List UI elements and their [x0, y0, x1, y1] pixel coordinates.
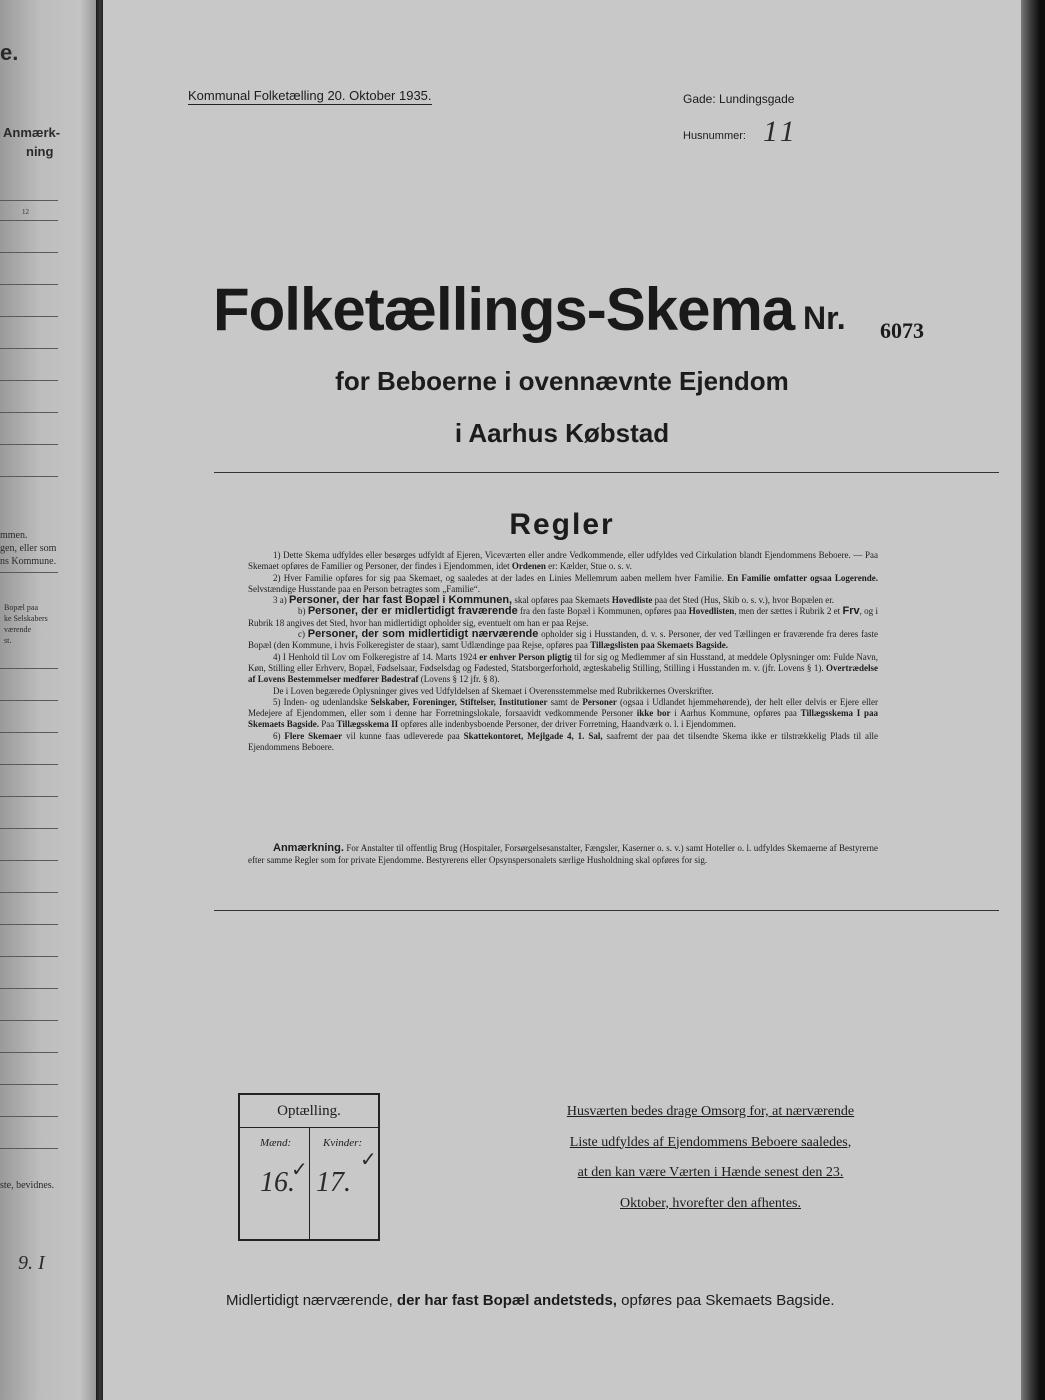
form-subtitle: for Beboerne i ovennævnte Ejendom	[335, 366, 789, 396]
previous-page-rule	[0, 220, 58, 221]
maend-count: 16.	[260, 1167, 295, 1198]
previous-page-rule	[0, 732, 58, 733]
previous-page-column-label: ning	[26, 144, 54, 159]
previous-page-rule	[0, 476, 58, 477]
previous-page-heading: e.	[0, 40, 19, 65]
previous-page-rule	[0, 988, 58, 989]
form-subtitle-city: i Aarhus Købstad	[454, 418, 670, 448]
previous-page-text: ste, bevidnes.	[0, 1180, 55, 1191]
previous-page-rule	[0, 860, 58, 861]
gade-label: Gade:	[683, 92, 716, 106]
previous-page-rule	[0, 252, 58, 253]
previous-page-column-label: Anmærk-	[3, 125, 61, 140]
checkmark-icon: ✓	[291, 1159, 308, 1181]
rules-text	[248, 550, 878, 753]
previous-page-rule	[0, 1020, 58, 1021]
footer-note: Midlertidigt nærværende, der har fast Bopæl andetsteds, opføres paa Skemaets Bagside.	[226, 1292, 835, 1309]
rule-4: 4) I Henhold til Lov om Folkeregistre af 14. Marts 1924 er enhver Person pligtig til for sig og Medlemmer af sin Husstand, at meddele Oplysninger om: Fulde Navn, Køn, Stilling eller Erhverv, Bopæl, Fødselsaar, Fødselsdag og Fødested, Statsborgerforhold, ægteskabelig Stilling, Stilling i Husstanden m. v. (jfr. Lovens § 1). Overtrædelse af Lovens Bestemmelser medfører Bødestraf (Lovens § 12 jfr. § 8).	[248, 651, 878, 685]
landlord-notice	[543, 1097, 878, 1219]
previous-page-rule	[0, 924, 58, 925]
previous-page-rule	[0, 1084, 58, 1085]
form-number-value: 6073	[880, 318, 924, 343]
previous-page-text: Bopæl paa	[4, 603, 38, 612]
previous-page-rule	[0, 1052, 58, 1053]
form-title: Folketællings-Skema	[213, 276, 795, 343]
kvinder-label: Kvinder:	[323, 1137, 363, 1149]
rule-6: 6) Flere Skemaer vil kunne faas udleverede paa Skattekontoret, Mejlgade 4, 1. Sal, saafremt der paa det tilsendte Skema ikke er tilstrækkelig Plads til alle Ejendommens Beboere.	[248, 730, 879, 753]
previous-page-handwriting: 9. I	[18, 1252, 45, 1274]
previous-page-rule	[0, 572, 58, 573]
anmaerkning-text: For Anstalter til offentlig Brug (Hospitaler, Forsørgelsesanstalter, Fængsler, Kaserner o. s. v.) samt Hoteller o. l. udfyldes Skemaerne af Bestyrerne efter samme Regler som for private Ejendomme. Bestyrerens eller Opsynspersonalets særlige Husholdning skal opføres for sig.	[248, 843, 878, 865]
rules-heading: Regler	[509, 508, 615, 541]
census-form-page	[103, 0, 1022, 1400]
optaelling-title: Optælling.	[277, 1103, 341, 1119]
kvinder-count: 17.	[316, 1167, 351, 1198]
page-edge	[1021, 0, 1045, 1400]
previous-page-text: værende	[4, 625, 32, 634]
previous-page	[0, 0, 100, 1400]
maend-label: Mænd:	[260, 1137, 292, 1149]
form-number-label: Nr.	[803, 300, 846, 336]
previous-page-column-number: 12	[22, 208, 29, 216]
rule-4-note: De i Loven begærede Oplysninger gives ved Udfyldelsen af Skemaet i Overensstemmelse med Rubrikkernes Overskrifter.	[273, 685, 714, 696]
previous-page-rule	[0, 1116, 58, 1117]
previous-page-rule	[0, 700, 58, 701]
previous-page-rule	[0, 892, 58, 893]
previous-page-rule	[0, 828, 58, 829]
previous-page-rule	[0, 284, 58, 285]
rule-1: 1) Dette Skema udfyldes eller besørges udfyldt af Ejeren, Viceværten eller andre Vedkommende, eller udfyldes ved Cirkulation blandt Ejendommens Beboere. — Paa Skemaet opføres de Familier og Personer, der findes i Ejendommen, idet Ordenen er: Kælder, Stue o. s. v.	[248, 550, 878, 572]
previous-page-text: st.	[4, 636, 12, 645]
previous-page-rule	[0, 316, 58, 317]
notice-line: at den kan være Værten i Hænde senest den 23.	[577, 1165, 844, 1180]
divider	[214, 472, 999, 473]
gade-value: Lundingsgade	[719, 92, 795, 106]
husnummer-label: Husnummer:	[683, 130, 746, 142]
rule-3a: 3 a) Personer, der har fast Bopæl i Kommunen, skal opføres paa Skemaets Hovedliste paa det Sted (Hus, Skib o. s. v.), hvor Bopælen er.	[273, 594, 834, 607]
previous-page-rule	[0, 1148, 58, 1149]
previous-page-rule	[0, 380, 58, 381]
notice-line: Husværten bedes drage Omsorg for, at nærværende	[566, 1104, 855, 1119]
previous-page-text: gen, eller som	[0, 543, 57, 554]
previous-page-rule	[0, 956, 58, 957]
optaelling-divider	[309, 1127, 310, 1239]
previous-page-rule	[0, 412, 58, 413]
previous-page-text: mmen.	[0, 530, 28, 541]
previous-page-rule	[0, 200, 58, 201]
notice-line: Liste udfyldes af Ejendommens Beboere saaledes,	[569, 1134, 852, 1150]
anmaerkning-note	[248, 843, 878, 866]
anmaerkning-label: Anmærkning.	[273, 842, 344, 854]
notice-line: Oktober, hvorefter den afhentes.	[620, 1195, 801, 1211]
rule-5: 5) Inden- og udenlandske Selskaber, Foreninger, Stiftelser, Institutioner samt de Personer (ogsaa i Udlandet hjemmehørende), der helt eller delvis er Ejere eller Medejere af Ejendommen, eller som i denne har Forretningslokale, forsaavidt vedkommende Personer ikke bor i Aarhus Kommune, opføres paa Tillægsskema I paa Skemaets Bagside. Paa Tillægsskema II opføres alle indenbysboende Personer, der driver Forretning, Haandværk o. l. i Ejendommen.	[248, 696, 879, 730]
rule-2: 2) Hver Familie opføres for sig paa Skemaet, og saaledes at der lades en Linies Mellemrum aaben mellem hver Familie. En Familie omfatter ogsaa Logerende. Selvstændige Husstande paa en Person betragtes som „Familie“.	[248, 572, 878, 594]
optaelling-box	[238, 1093, 380, 1241]
census-header: Kommunal Folketælling 20. Oktober 1935.	[188, 88, 432, 103]
previous-page-rule	[0, 764, 58, 765]
previous-page-rule	[0, 796, 58, 797]
divider	[214, 910, 999, 911]
gade-field	[683, 92, 794, 106]
husnummer-value: 11	[763, 115, 799, 148]
previous-page-text: ke Selskabers	[4, 614, 48, 623]
checkmark-icon: ✓	[360, 1149, 377, 1171]
rule-3b: b) Personer, der er midlertidigt fraværende fra den faste Bopæl i Kommunen, opføres paa Hovedlisten, men der sættes i Rubrik 2 et Frv, og i Rubrik 18 angives det Sted, hvor han midlertidigt opholder sig, eventuelt om han er paa Rejse.	[248, 605, 878, 628]
previous-page-text: ns Kommune.	[0, 556, 57, 567]
previous-page-rule	[0, 444, 58, 445]
rule-3c: c) Personer, der som midlertidigt nærværende opholder sig i Husstanden, d. v. s. Personer, der ved Tællingen er fraværende fra deres faste Bopæl (den Kommune, i hvis Folkeregister de staar), samt Udlændinge paa Rejse, opføres paa Tillægslisten paa Skemaets Bagside.	[248, 628, 878, 651]
previous-page-rule	[0, 348, 58, 349]
previous-page-rule	[0, 668, 58, 669]
